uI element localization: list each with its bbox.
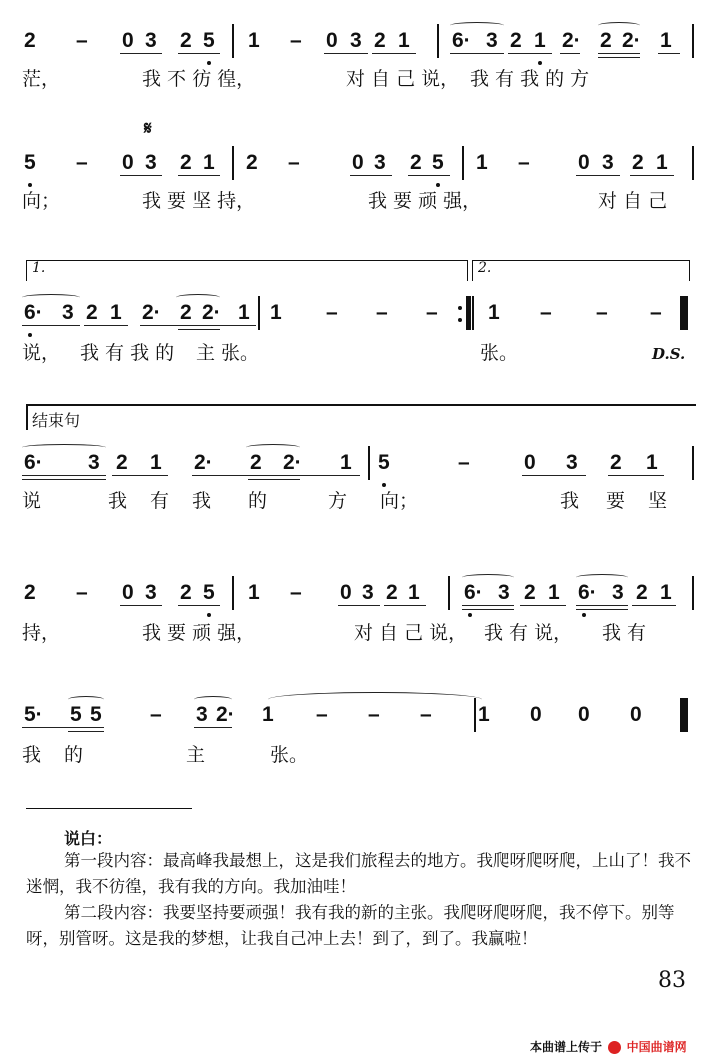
note: 1 — [408, 581, 420, 604]
duration-underline — [576, 605, 628, 606]
lyric: 我 有 — [602, 622, 647, 644]
lyric: 我 — [22, 744, 42, 766]
note: 1 — [548, 581, 560, 604]
note: 2 — [632, 151, 644, 174]
footer — [530, 1038, 687, 1055]
bar-line — [692, 146, 694, 180]
note: 2 — [180, 151, 192, 174]
note: – — [76, 581, 88, 604]
note: 2 — [610, 451, 622, 474]
note: 1 — [660, 581, 672, 604]
duration-underline — [462, 605, 514, 606]
slur — [462, 574, 514, 581]
note: 3 — [196, 703, 208, 726]
lyric: 向； — [380, 490, 419, 512]
note: 5 — [70, 703, 82, 726]
note: 3 — [566, 451, 578, 474]
note: 3 — [498, 581, 510, 604]
slur — [176, 294, 220, 301]
duration-underline — [120, 53, 162, 54]
ds-marking: D.S. — [652, 345, 686, 363]
lyric: 对 自 己 — [598, 190, 668, 212]
note: 2 — [180, 581, 192, 604]
note: 3 — [62, 301, 74, 324]
duration-underline — [576, 175, 620, 176]
note: 0 — [340, 581, 352, 604]
duration-underline — [194, 727, 232, 728]
duration-underline — [372, 53, 416, 54]
bar-line — [232, 576, 234, 610]
lyric: 说， — [22, 342, 61, 364]
lyric: 的 — [64, 744, 84, 766]
note: – — [596, 301, 608, 324]
note: 2 — [250, 451, 262, 474]
note: 2 — [24, 29, 36, 52]
lyric: 我 不 彷 徨， — [142, 68, 256, 90]
note: – — [150, 703, 162, 726]
lyric: 我 有 我 的 方 — [470, 68, 590, 90]
duration-underline — [178, 53, 220, 54]
lyric: 我 有 我 的 — [80, 342, 175, 364]
note: 1 — [398, 29, 410, 52]
note: 1 — [150, 451, 162, 474]
note: 6· — [464, 581, 483, 604]
note: – — [540, 301, 552, 324]
note: 0 — [578, 703, 590, 726]
speech-divider — [26, 808, 192, 809]
duration-underline — [630, 175, 674, 176]
duration-underline — [520, 605, 566, 606]
note: 2· — [202, 301, 221, 324]
slur — [598, 22, 640, 29]
note: – — [376, 301, 388, 324]
note: 0 — [578, 151, 590, 174]
note: 2 — [600, 29, 612, 52]
octave-dot — [207, 613, 211, 617]
note: 5 — [432, 151, 444, 174]
duration-underline — [22, 325, 80, 326]
duration-underline — [632, 605, 676, 606]
duration-underline — [576, 609, 628, 610]
note: 1 — [660, 29, 672, 52]
bar-line — [232, 146, 234, 180]
slur — [194, 696, 232, 703]
note: 1 — [476, 151, 488, 174]
duration-underline — [560, 53, 580, 54]
duration-underline — [22, 727, 104, 728]
note: 0 — [122, 581, 134, 604]
note: 2 — [386, 581, 398, 604]
bar-line — [258, 296, 260, 330]
duration-underline — [508, 53, 552, 54]
note: 2 — [510, 29, 522, 52]
lyric: 主 张。 — [196, 342, 260, 364]
note: 2 — [180, 301, 192, 324]
lyric: 坚 — [648, 490, 668, 512]
note: 3 — [374, 151, 386, 174]
volta-1-bracket — [26, 260, 468, 281]
lyric: 我 — [108, 490, 128, 512]
note: 1 — [262, 703, 274, 726]
note: 3 — [362, 581, 374, 604]
octave-dot — [582, 613, 586, 617]
slur — [22, 444, 106, 451]
note: 2· — [142, 301, 161, 324]
note: – — [316, 703, 328, 726]
lyric: 我 — [560, 490, 580, 512]
note: 0 — [524, 451, 536, 474]
octave-dot — [538, 61, 542, 65]
note: 2· — [283, 451, 302, 474]
octave-dot — [28, 333, 32, 337]
duration-underline — [350, 175, 392, 176]
lyric: 持， — [22, 622, 61, 644]
duration-underline — [178, 329, 220, 330]
slur — [68, 696, 104, 703]
repeat-dot — [458, 306, 462, 310]
note: – — [76, 151, 88, 174]
octave-dot — [207, 61, 211, 65]
slur — [450, 22, 504, 29]
note: 5 — [378, 451, 390, 474]
octave-dot — [28, 183, 32, 187]
segno-icon: 𝄋 — [144, 118, 152, 139]
lyric: 我 要 顽 强， — [368, 190, 482, 212]
lyric: 有 — [150, 490, 170, 512]
note: 5 — [90, 703, 102, 726]
duration-underline — [324, 53, 368, 54]
duration-underline — [120, 605, 162, 606]
duration-underline — [598, 53, 640, 54]
note: 0 — [122, 151, 134, 174]
note: 0 — [326, 29, 338, 52]
duration-underline — [608, 475, 664, 476]
repeat-end-bar — [466, 296, 471, 330]
note: 2 — [374, 29, 386, 52]
lyric: 张。 — [270, 744, 309, 766]
note: – — [420, 703, 432, 726]
duration-underline — [462, 609, 514, 610]
note: 6· — [24, 301, 43, 324]
note: – — [76, 29, 88, 52]
slur — [268, 692, 482, 707]
note: 1 — [203, 151, 215, 174]
volta-2-bracket — [472, 260, 690, 281]
note: 2· — [216, 703, 235, 726]
bar-line — [448, 576, 450, 610]
duration-underline — [384, 605, 426, 606]
duration-underline — [68, 731, 104, 732]
duration-underline — [178, 175, 220, 176]
note: 0 — [530, 703, 542, 726]
duration-underline — [120, 175, 162, 176]
note: 1 — [248, 581, 260, 604]
octave-dot — [382, 483, 386, 487]
note: 5 — [24, 151, 36, 174]
duration-underline — [192, 475, 360, 476]
section-box — [26, 404, 28, 430]
note: 1 — [238, 301, 250, 324]
note: 5 — [203, 29, 215, 52]
lyric: 我 要 顽 强， — [142, 622, 256, 644]
duration-underline — [408, 175, 450, 176]
lyric: 我 要 坚 持， — [142, 190, 256, 212]
octave-dot — [436, 183, 440, 187]
slur — [246, 444, 300, 451]
note: 3 — [602, 151, 614, 174]
duration-underline — [338, 605, 380, 606]
note: 2 — [636, 581, 648, 604]
section-label: 结束句 — [32, 411, 81, 430]
lyric: 我 有 说， — [484, 622, 573, 644]
note: 3 — [350, 29, 362, 52]
duration-underline — [22, 479, 106, 480]
duration-underline — [178, 605, 220, 606]
note: 6· — [452, 29, 471, 52]
note: 2 — [246, 151, 258, 174]
note: 3 — [145, 151, 157, 174]
note: 6· — [578, 581, 597, 604]
repeat-dot — [458, 318, 462, 322]
lyric: 主 — [186, 744, 206, 766]
bar-line — [232, 24, 234, 58]
duration-underline — [450, 53, 504, 54]
duration-underline — [598, 57, 640, 58]
lyric: 茫， — [22, 68, 61, 90]
lyric: 张。 — [480, 342, 519, 364]
note: 1 — [534, 29, 546, 52]
site-logo-icon — [608, 1041, 621, 1054]
note: 0 — [630, 703, 642, 726]
slur — [576, 574, 628, 581]
final-bar — [682, 296, 687, 330]
speech-title: 说白： — [64, 829, 113, 848]
note: 1 — [488, 301, 500, 324]
note: 3 — [612, 581, 624, 604]
octave-dot — [468, 613, 472, 617]
duration-underline — [84, 325, 128, 326]
bar-line — [692, 576, 694, 610]
bar-line — [368, 446, 370, 480]
note: 0 — [352, 151, 364, 174]
note: – — [650, 301, 662, 324]
bar-line — [462, 146, 464, 180]
volta-1-label: 1. — [32, 260, 46, 276]
lyric: 对 自 己 说， — [346, 68, 460, 90]
note: 3 — [145, 581, 157, 604]
note: 3 — [486, 29, 498, 52]
note: 2 — [524, 581, 536, 604]
bar-line — [692, 24, 694, 58]
note: 3 — [88, 451, 100, 474]
lyric: 要 — [606, 490, 626, 512]
note: – — [426, 301, 438, 324]
note: 1 — [646, 451, 658, 474]
note: 2· — [622, 29, 641, 52]
note: 0 — [122, 29, 134, 52]
note: 5· — [24, 703, 43, 726]
note: 3 — [145, 29, 157, 52]
note: 2· — [562, 29, 581, 52]
section-line — [26, 404, 696, 406]
duration-underline — [22, 475, 106, 476]
note: 2· — [194, 451, 213, 474]
note: 6· — [24, 451, 43, 474]
lyric: 的 — [248, 490, 268, 512]
speech-paragraph-2: 第二段内容：我要坚持要顽强！我有我的新的主张。我爬呀爬呀爬，我不停下。别等呀，别管呀。这是我的梦想，让我自己冲上去！到了，到了。我赢啦！ — [26, 903, 675, 948]
footer-text: 本曲谱上传于 — [530, 1040, 603, 1054]
bar-line — [437, 24, 439, 58]
note: 2 — [116, 451, 128, 474]
footer-site: 中国曲谱网 — [626, 1040, 687, 1054]
note: 1 — [248, 29, 260, 52]
duration-underline — [112, 475, 168, 476]
note: 1 — [478, 703, 490, 726]
note: – — [288, 151, 300, 174]
duration-underline — [522, 475, 586, 476]
note: – — [290, 581, 302, 604]
note: 2 — [410, 151, 422, 174]
note: – — [290, 29, 302, 52]
lyric: 向； — [22, 190, 61, 212]
final-bar — [682, 698, 687, 732]
lyric: 我 — [192, 490, 212, 512]
lyric: 方 — [328, 490, 348, 512]
note: 1 — [340, 451, 352, 474]
note: 1 — [270, 301, 282, 324]
note: – — [458, 451, 470, 474]
speech-paragraph-1: 第一段内容：最高峰我最想上，这是我们旅程去的地方。我爬呀爬呀爬，上山了！我不迷惘，我不彷徨，我有我的方向。我加油哇！ — [26, 851, 691, 896]
duration-underline — [140, 325, 256, 326]
note: 2 — [24, 581, 36, 604]
note: – — [518, 151, 530, 174]
duration-underline — [248, 479, 300, 480]
note: – — [326, 301, 338, 324]
note: 1 — [656, 151, 668, 174]
note: 1 — [110, 301, 122, 324]
page-number: 83 — [658, 968, 686, 993]
lyric: 对 自 己 说， — [354, 622, 468, 644]
volta-2-label: 2. — [478, 260, 492, 276]
lyric: 说 — [22, 490, 42, 512]
note: – — [368, 703, 380, 726]
bar-line — [472, 296, 474, 330]
note: 2 — [180, 29, 192, 52]
slur — [22, 294, 80, 301]
note: 2 — [86, 301, 98, 324]
duration-underline — [658, 53, 680, 54]
bar-line — [692, 446, 694, 480]
note: 5 — [203, 581, 215, 604]
